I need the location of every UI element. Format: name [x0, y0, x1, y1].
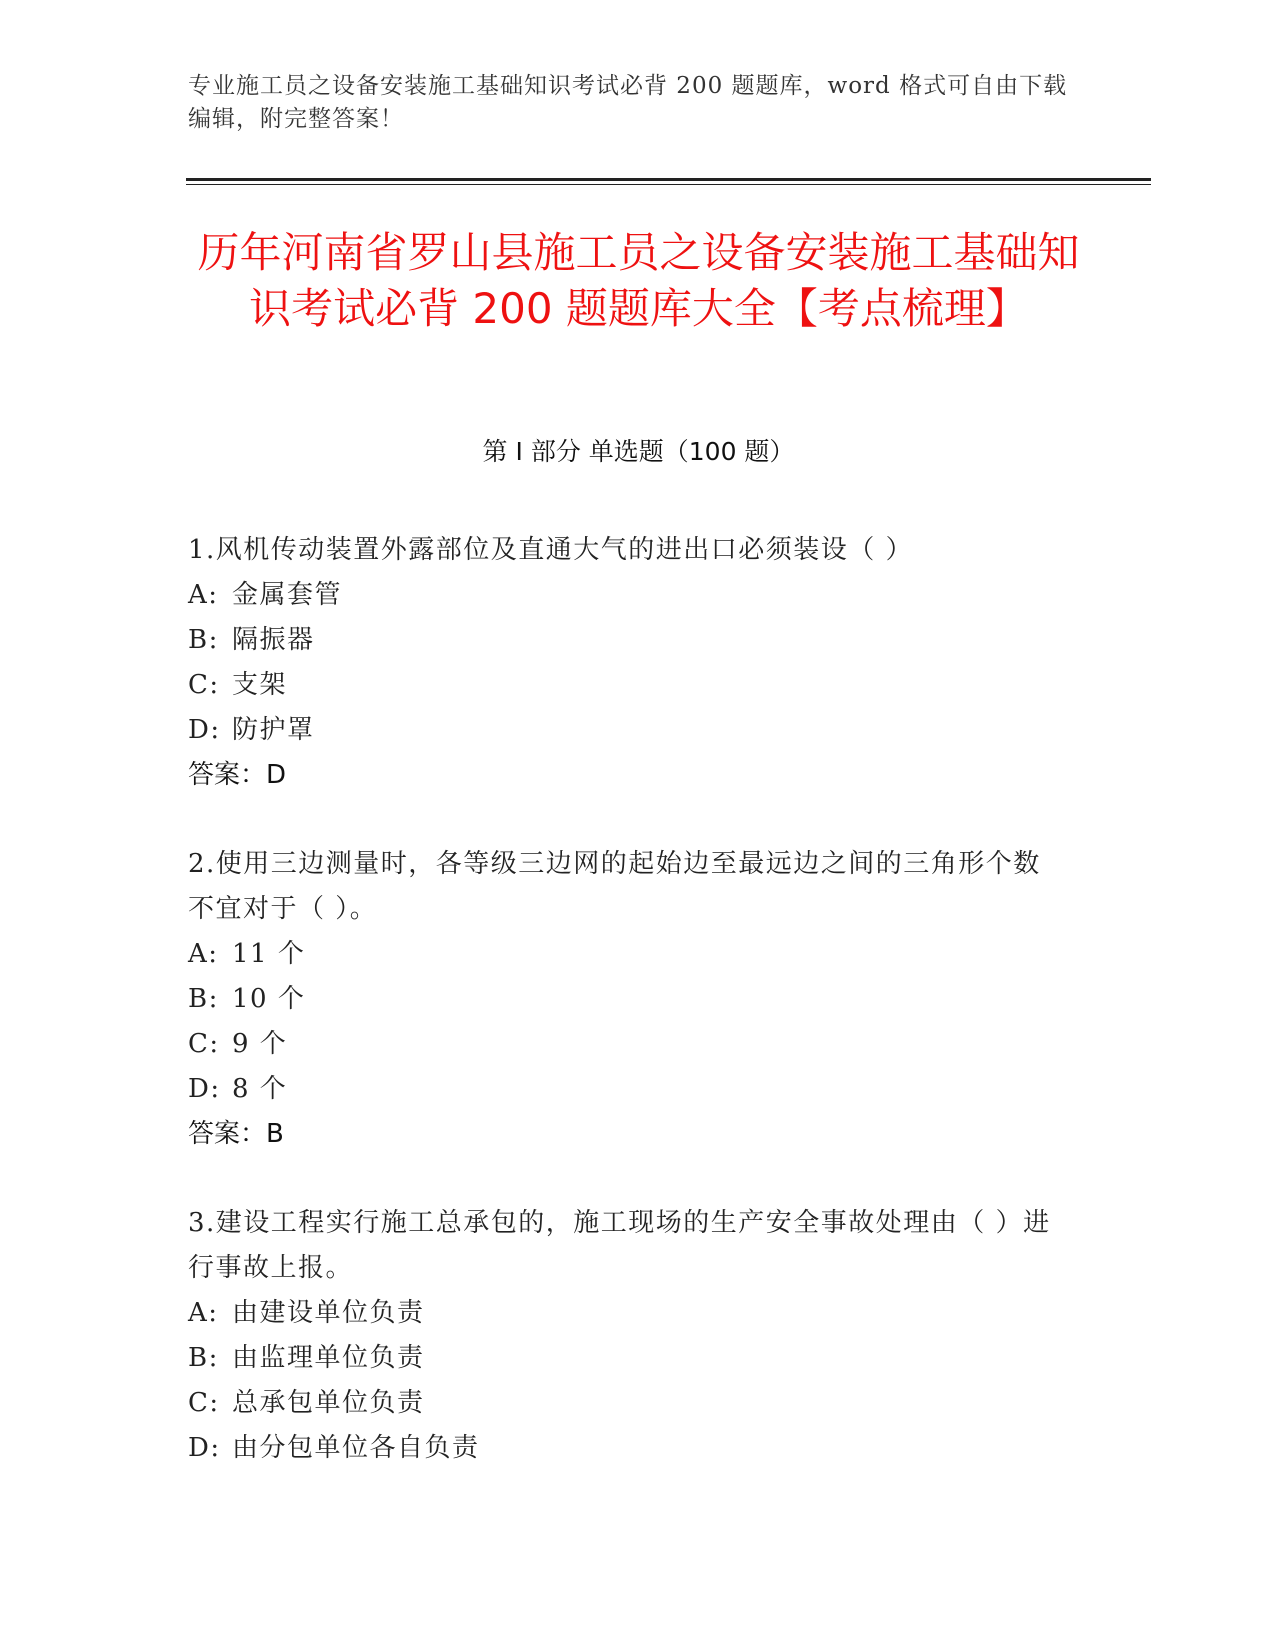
option-c [188, 1022, 1068, 1067]
option-key: C: [188, 670, 220, 700]
header-note: 专业施工员之设备安装施工基础知识考试必背 200 题题库，word 格式可自由下载编辑，附完整答案！ [188, 73, 1068, 132]
option-text: 8 个 [232, 1074, 288, 1104]
option-a [188, 1291, 1068, 1336]
option-b [188, 977, 1068, 1022]
option-key: B: [188, 625, 219, 655]
option-text: 防护罩 [232, 715, 315, 745]
option-key: B: [188, 984, 219, 1014]
option-key: D: [188, 715, 221, 745]
option-key: A: [188, 939, 219, 969]
option-key: A: [188, 1298, 219, 1328]
option-text: 10 个 [232, 984, 306, 1014]
option-text: 金属套管 [232, 580, 343, 610]
option-text: 11 个 [232, 939, 306, 969]
option-d [188, 1426, 1068, 1471]
option-text: 9 个 [232, 1029, 288, 1059]
option-d [188, 1067, 1068, 1112]
option-b [188, 1336, 1068, 1381]
question-list [188, 528, 1068, 1471]
question-2 [188, 842, 1068, 1157]
option-b [188, 618, 1068, 663]
option-a [188, 573, 1068, 618]
option-a [188, 932, 1068, 977]
question-stem: 3.建设工程实行施工总承包的，施工现场的生产安全事故处理由（ ）进行事故上报。 [188, 1208, 1051, 1283]
section-title: 第 I 部分 单选题（100 题） [482, 437, 795, 466]
option-d [188, 708, 1068, 753]
document-title: 历年河南省罗山县施工员之设备安装施工基础知识考试必背 200 题题库大全【考点梳理】 [197, 228, 1080, 333]
question-stem: 2.使用三边测量时，各等级三边网的起始边至最远边之间的三角形个数不宜对于（ ）。 [188, 849, 1041, 924]
question-3 [188, 1201, 1068, 1471]
header-rule-thick [186, 178, 1151, 181]
option-text: 由监理单位负责 [232, 1343, 425, 1373]
option-key: D: [188, 1433, 221, 1463]
option-c [188, 663, 1068, 708]
option-text: 由分包单位各自负责 [232, 1433, 480, 1463]
option-text: 支架 [232, 670, 288, 700]
question-stem: 1.风机传动装置外露部位及直通大气的进出口必须装设（ ） [188, 535, 914, 565]
option-key: D: [188, 1074, 221, 1104]
answer: 答案：D [188, 760, 287, 790]
option-text: 总承包单位负责 [232, 1388, 425, 1418]
option-key: B: [188, 1343, 219, 1373]
option-key: C: [188, 1029, 220, 1059]
question-1 [188, 528, 1068, 798]
option-key: C: [188, 1388, 220, 1418]
option-c [188, 1381, 1068, 1426]
header-rule-thin [186, 184, 1151, 185]
option-text: 由建设单位负责 [232, 1298, 425, 1328]
answer: 答案：B [188, 1119, 284, 1149]
option-text: 隔振器 [232, 625, 315, 655]
option-key: A: [188, 580, 219, 610]
